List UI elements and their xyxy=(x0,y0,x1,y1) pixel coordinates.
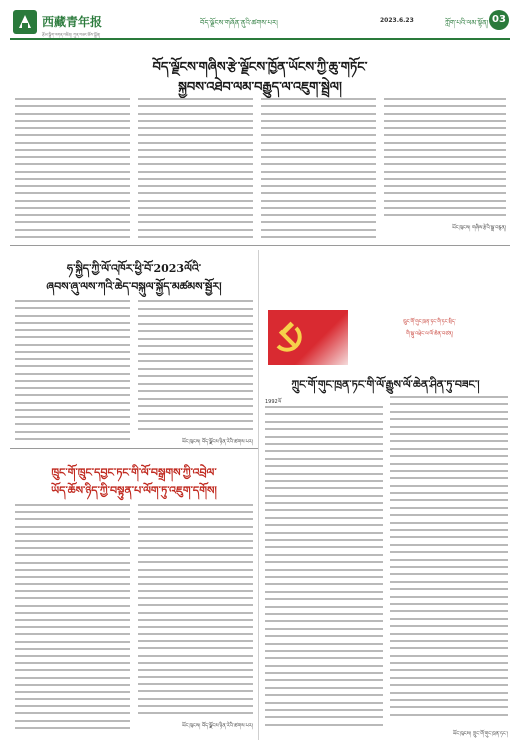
section-divider xyxy=(10,245,510,246)
hammer-sickle-icon xyxy=(268,318,312,358)
right-article-column-1 xyxy=(265,406,383,726)
column-divider xyxy=(258,250,259,740)
top-article-column-2 xyxy=(138,98,253,238)
top-article-title-line1: བོད་ལྗོངས་གཞིས་རྩེ་ལྗོངས་ཁྱོན་ཡོངས་ཀྱི་ཆུ་གཏོང་ xyxy=(152,60,368,75)
top-article-title-line2: སྐྱབས་འཐེབ་ལམ་བརྒྱུད་ལ་འཇུག་སྦྲེལ། xyxy=(178,80,342,95)
middle-article-byline: ཡོང་ཁུངས། བོད་ལྗོངས་ཉིན་རེའི་ཚགས་པར། xyxy=(181,439,253,445)
middle-article-column-1 xyxy=(15,300,130,440)
bottom-article-byline: ཡོང་ཁུངས། བོད་ལྗོངས་ཉིན་རེའི་ཚགས་པར། xyxy=(181,723,253,729)
right-article-title: ཀྲུང་གོ་གུང་ཁྲན་ཏང་གི་ལོ་རྒྱུས་ལོ་ཆེན་ཤིན་ཏུ་བཟང་། xyxy=(291,378,480,391)
bottom-article-column-1 xyxy=(15,504,130,729)
year-label: 1992ལོ xyxy=(265,399,282,405)
top-article-column-1 xyxy=(15,98,130,238)
bottom-article-column-2 xyxy=(138,504,253,714)
header-center-title: བོད་ལྗོངས་གཞོན་ནུའི་ཚགས་པར། xyxy=(200,19,278,27)
right-article-byline: ཡོང་ཁུངས། ཀྲུང་གོ་གུང་ཁྲན་ཏང་། xyxy=(452,731,508,737)
top-article-column-4 xyxy=(384,98,506,216)
middle-article-title-line1: ཧ་སྐྱིད་ཀྱི་ལོ་འཁོར་ཕྱི་བོ་2023ལོའི་ xyxy=(66,262,202,275)
newspaper-logo xyxy=(12,9,38,35)
issue-date: 2023.6.23 xyxy=(380,17,414,24)
middle-article-title-line2: ཞབས་ཞུ་ལས་ཀའི་ཆེད་བསྐུལ་སྐྱོད་མཚམས་སྦྱོར། xyxy=(46,280,222,293)
middle-article-column-2 xyxy=(138,300,253,430)
right-article-column-2 xyxy=(390,396,508,716)
callout-line2: གི་སྐུ་འཕྲེང་ལ་ལོ་ཆེན་བཙན། xyxy=(406,331,453,337)
header-rule xyxy=(10,38,510,40)
header-editor-info: རྩོམ་སྒྲིག་འགན་འཛིན། ཀུན་བཟང་ཆོས་སྒྲོན། xyxy=(42,32,101,37)
bottom-article-title-line2: ཡོད་ཆོས་ཉིད་ཀྱི་བསྟུན་པ་ལོག་ཏུ་འཇུག་དགོས། xyxy=(51,484,217,497)
section-name: ཀློག་པའི་ལམ་སྟོན། xyxy=(445,19,489,27)
top-article-byline: ཡོང་ཁུངས། གཞིས་རྩེའི་སྒྲ་བརྙན། xyxy=(451,225,506,231)
left-divider xyxy=(10,448,258,449)
top-article-column-3 xyxy=(261,98,376,238)
paper-name: 西藏青年报 xyxy=(42,15,103,29)
callout-line1: ཁྲུང་གོ་གུང་ཁྲན་ཏང་གི་ཏང་སྲིད་ xyxy=(403,319,456,325)
page-number-badge: 03 xyxy=(489,10,509,30)
bottom-article-title-line1: ཁྲུང་གོ་ཁྲུང་དབྱང་ཏང་གི་ལོ་བསྒྲགས་ཀྱི་འབྲེལ་ xyxy=(51,466,217,479)
